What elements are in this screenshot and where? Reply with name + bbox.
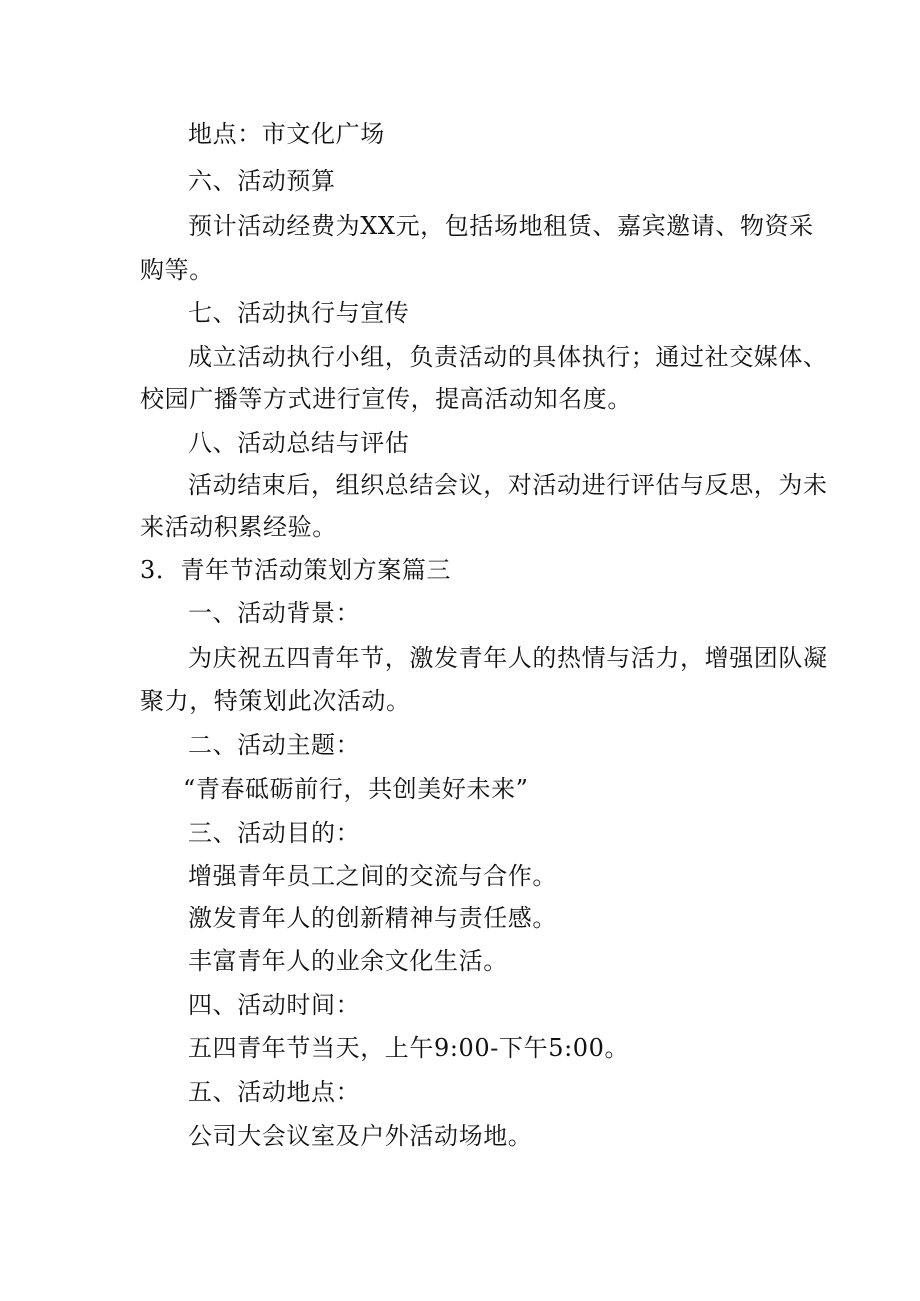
paragraph-line: 来活动积累经验。 — [140, 513, 337, 541]
section-heading-theme: 二、活动主题： — [188, 731, 361, 759]
paragraph-line: 校园广播等方式进行宣传，提高活动知名度。 — [140, 385, 632, 413]
time-line: 五四青年节当天，上午9:00-下午5:00。 — [188, 1034, 630, 1062]
paragraph-line: 聚力，特策划此次活动。 — [140, 687, 411, 715]
section-heading-summary: 八、活动总结与评估 — [188, 429, 410, 457]
section-heading-background: 一、活动背景： — [188, 599, 361, 627]
list-item: 增强青年员工之间的交流与合作。 — [188, 862, 557, 890]
list-item: 激发青年人的创新精神与责任感。 — [188, 904, 557, 932]
list-item: 丰富青年人的业余文化生活。 — [188, 947, 508, 975]
section-heading-time: 四、活动时间： — [188, 991, 361, 1019]
section-heading-purpose: 三、活动目的： — [188, 819, 361, 847]
paragraph-line: 预计活动经费为XX元，包括场地租赁、嘉宾邀请、物资采 — [188, 212, 814, 240]
venue-line: 地点：市文化广场 — [188, 120, 385, 148]
article-title: 3．青年节活动策划方案篇三 — [140, 556, 452, 584]
paragraph-line: 成立活动执行小组，负责活动的具体执行；通过社交媒体、 — [188, 343, 828, 371]
section-heading-budget: 六、活动预算 — [188, 167, 336, 195]
section-heading-location: 五、活动地点： — [188, 1078, 361, 1106]
paragraph-line: 为庆祝五四青年节，激发青年人的热情与活力，增强团队凝 — [188, 644, 828, 672]
theme-quote: “青春砥砺前行，共创美好未来” — [183, 775, 529, 803]
paragraph-line: 购等。 — [140, 256, 214, 284]
paragraph-line: 活动结束后，组织总结会议，对活动进行评估与反思，为未 — [188, 471, 828, 499]
section-heading-execution: 七、活动执行与宣传 — [188, 299, 410, 327]
location-line: 公司大会议室及户外活动场地。 — [188, 1122, 533, 1150]
